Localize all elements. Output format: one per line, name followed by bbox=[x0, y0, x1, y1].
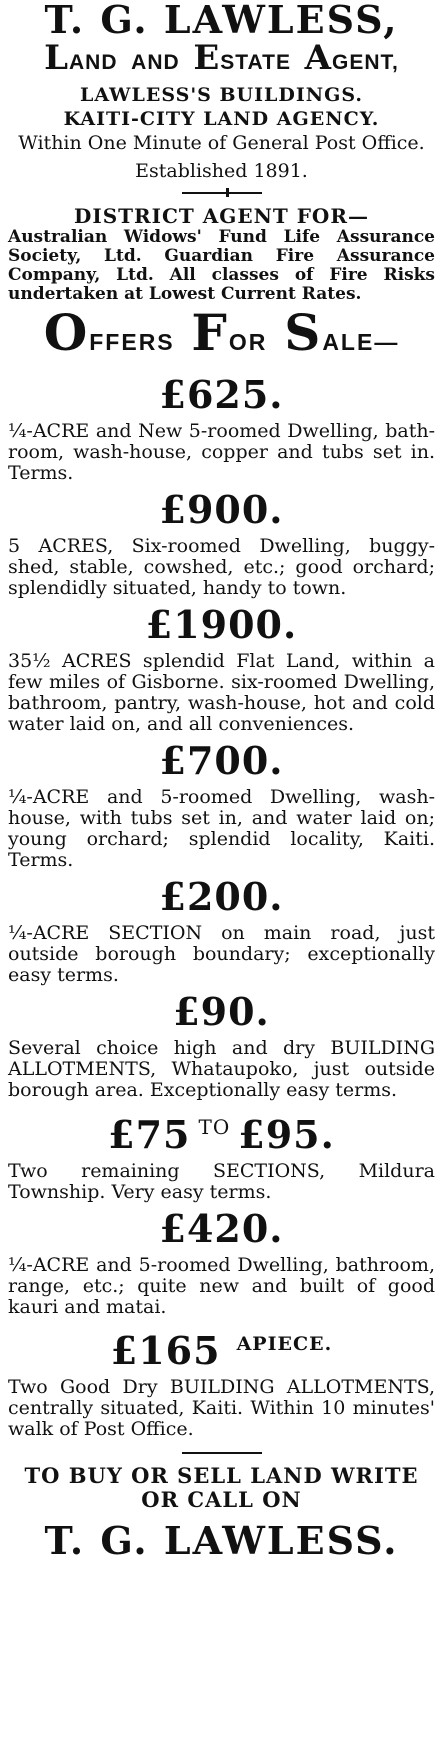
role-word-agent: GENT, bbox=[332, 51, 399, 74]
price-high: £95. bbox=[238, 1112, 335, 1157]
offers-initial-s: S bbox=[284, 303, 323, 362]
listing-price: £625. bbox=[159, 372, 284, 417]
listing-price-apiece bbox=[6, 1322, 437, 1373]
role-initial-land: L bbox=[44, 38, 69, 78]
price-unit: APIECE. bbox=[236, 1333, 333, 1355]
role-word-land: AND bbox=[69, 51, 118, 74]
offers-initial-f: F bbox=[191, 303, 229, 362]
role-initial-agent: A bbox=[304, 38, 333, 78]
price-low: £75 bbox=[108, 1112, 191, 1157]
listing-description: Several choice high and dry BUILDING ALLOTMENTS, Whataupoko, just outside borough area. Exceptionally easy terms. bbox=[8, 1037, 435, 1101]
listing-price: £90. bbox=[173, 989, 270, 1034]
building-name: LAWLESS'S BUILDINGS. bbox=[79, 84, 363, 106]
role-initial-estate: E bbox=[193, 38, 221, 78]
offers-heading: OFFERS FOR SALE— bbox=[43, 303, 400, 362]
advertiser-role: LAND AND ESTATE AGENT, bbox=[44, 38, 399, 78]
footer-divider bbox=[182, 1452, 262, 1454]
listing-price: £900. bbox=[159, 487, 284, 532]
advertiser-name: T. G. LAWLESS, bbox=[44, 0, 399, 42]
district-agent-text: Australian Widows' Fund Life Assurance Society, Ltd. Guardian Fire Assurance Company, Ltd. All classes of Fire Risks undertaken at Lowest Current Rates. bbox=[8, 227, 435, 304]
listing-description: ¼-ACRE and New 5-roomed Dwelling, bath-room, wash-house, copper and tubs set in. Terms. bbox=[8, 420, 435, 484]
listing-description: Two remaining SECTIONS, Mildura Township. Very easy terms. bbox=[8, 1160, 435, 1203]
offers-initial-o: O bbox=[43, 303, 90, 362]
footer-advertiser-name: T. G. LAWLESS. bbox=[44, 1518, 399, 1563]
established-note: Established 1891. bbox=[135, 160, 308, 182]
listing-price: £420. bbox=[159, 1206, 284, 1251]
location-note: Within One Minute of General Post Office. bbox=[18, 132, 425, 154]
listing-description: ¼-ACRE and 5-roomed Dwelling, wash-house, with tubs set in, and water laid on; young orchard; splendid locality, Kaiti. Terms. bbox=[8, 786, 435, 871]
role-word-estate: STATE bbox=[220, 51, 291, 74]
listing-description: 35½ ACRES splendid Flat Land, within a few miles of Gisborne. six-roomed Dwelling, bathroom, pantry, wash-house, hot and cold water laid on, and all conveniences. bbox=[8, 650, 435, 735]
agency-name: KAITI-CITY LAND AGENCY. bbox=[63, 108, 380, 130]
listing-description: ¼-ACRE and 5-roomed Dwelling, bathroom, range, etc.; quite new and built of good kauri and matai. bbox=[8, 1254, 435, 1318]
listing-price: £1900. bbox=[145, 602, 298, 647]
listing-price-range bbox=[6, 1105, 437, 1157]
listing-description: ¼-ACRE SECTION on main road, just outside borough boundary; exceptionally easy terms. bbox=[8, 922, 435, 986]
call-to-action: TO BUY OR SELL LAND WRITE OR CALL ON bbox=[24, 1463, 419, 1512]
ornamental-divider bbox=[182, 188, 262, 198]
listing-price: £700. bbox=[159, 738, 284, 783]
price-value: £165 bbox=[110, 1328, 221, 1373]
district-agent-heading: DISTRICT AGENT FOR— bbox=[74, 204, 369, 228]
listing-description: 5 ACRES, Six-roomed Dwelling, buggy-shed, stable, cowshed, etc.; good orchard; splendidly situated, handy to town. bbox=[8, 535, 435, 599]
listing-description: Two Good Dry BUILDING ALLOTMENTS, centrally situated, Kaiti. Within 10 minutes' walk of Post Office. bbox=[8, 1376, 435, 1440]
listing-price: £200. bbox=[159, 874, 284, 919]
price-range-word: TO bbox=[198, 1115, 231, 1139]
